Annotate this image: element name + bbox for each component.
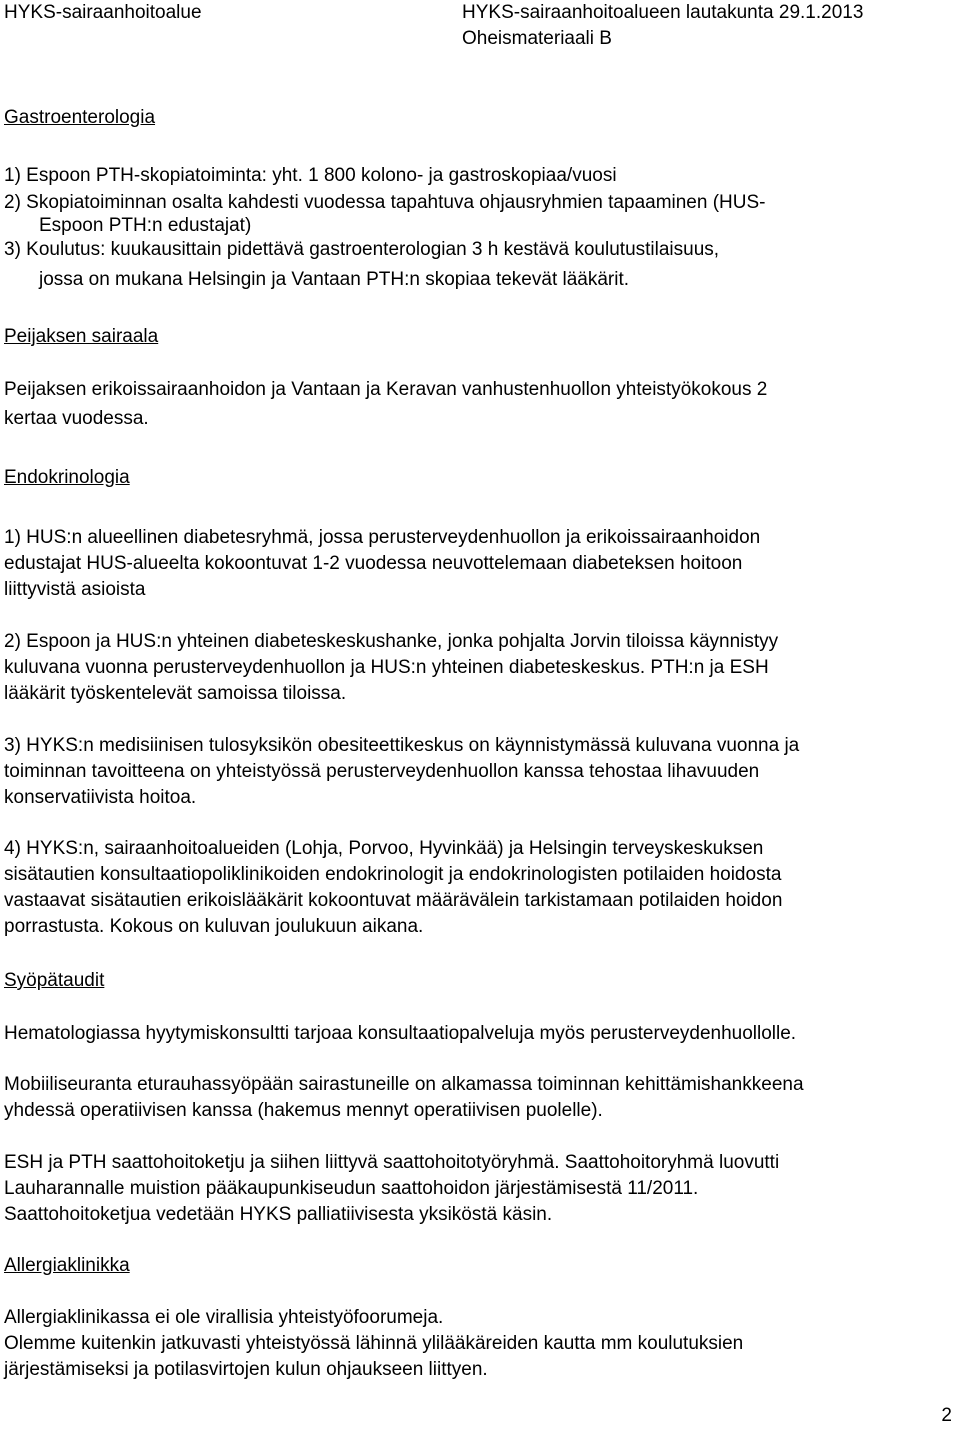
paragraph-line: Hematologiassa hyytymiskonsultti tarjoaa konsultaatiopalveluja myös perusterveydenhuollolle. (4, 1023, 797, 1044)
list-item-continuation: Espoon PTH:n edustajat) (39, 215, 252, 236)
paragraph-line: liittyvistä asioista (4, 579, 146, 600)
paragraph-line: Lauharannalle muistion pääkaupunkiseudun saattohoidon järjestämisestä 11/2011. (4, 1178, 699, 1199)
list-item: 1) Espoon PTH-skopiatoiminta: yht. 1 800 kolono- ja gastroskopiaa/vuosi (4, 165, 617, 186)
section-heading: Gastroenterologia (4, 107, 156, 128)
paragraph-line: 2) Espoon ja HUS:n yhteinen diabeteskeskushanke, jonka pohjalta Jorvin tiloissa käynnistyy (4, 631, 779, 652)
paragraph-line: kuluvana vuonna perusterveydenhuollon ja HUS:n yhteinen diabeteskeskus. PTH:n ja ESH (4, 657, 769, 678)
header-meeting: HYKS-sairaanhoitoalueen lautakunta 29.1.2013 (462, 2, 864, 23)
paragraph-line: järjestämiseksi ja potilasvirtojen kulun ohjaukseen liittyen. (4, 1359, 488, 1380)
paragraph-line: kertaa vuodessa. (4, 408, 149, 429)
paragraph-line: edustajat HUS-alueelta kokoontuvat 1-2 vuodessa neuvottelemaan diabeteksen hoitoon (4, 553, 743, 574)
page-number: 2 (941, 1405, 952, 1426)
paragraph-line: porrastusta. Kokous on kuluvan joulukuun aikana. (4, 916, 424, 937)
paragraph-line: 4) HYKS:n, sairaanhoitoalueiden (Lohja, Porvoo, Hyvinkää) ja Helsingin terveyskeskuksen (4, 838, 764, 859)
paragraph-line: Olemme kuitenkin jatkuvasti yhteistyössä lähinnä ylilääkäreiden kautta mm koulutuksien (4, 1333, 744, 1354)
header-organization: HYKS-sairaanhoitoalue (4, 2, 202, 23)
section-heading: Endokrinologia (4, 467, 130, 488)
paragraph-line: konservatiivista hoitoa. (4, 787, 197, 808)
list-item: 2) Skopiatoiminnan osalta kahdesti vuodessa tapahtuva ohjausryhmien tapaaminen (HUS- (4, 192, 766, 213)
paragraph-line: 3) HYKS:n medisiinisen tulosyksikön obesiteettikeskus on käynnistymässä kuluvana vuonna ja (4, 735, 800, 756)
header-attachment: Oheismateriaali B (462, 28, 612, 49)
section-heading: Allergiaklinikka (4, 1255, 130, 1276)
paragraph-line: 1) HUS:n alueellinen diabetesryhmä, jossa perusterveydenhuollon ja erikoissairaanhoidon (4, 527, 761, 548)
section-heading: Peijaksen sairaala (4, 326, 159, 347)
section-heading: Syöpätaudit (4, 970, 105, 991)
paragraph-line: Peijaksen erikoissairaanhoidon ja Vantaan ja Keravan vanhustenhuollon yhteistyökokous 2 (4, 379, 768, 400)
paragraph-line: sisätautien konsultaatiopoliklinikoiden endokrinologit ja endokrinologisten potilaiden hoidosta (4, 864, 782, 885)
paragraph-line: Allergiaklinikassa ei ole virallisia yhteistyöfoorumeja. (4, 1307, 444, 1328)
paragraph-line: vastaavat sisätautien erikoislääkärit kokoontuvat määrävälein tarkistamaan potilaiden hoidon (4, 890, 783, 911)
list-item-continuation: jossa on mukana Helsingin ja Vantaan PTH:n skopiaa tekevät lääkärit. (39, 269, 630, 290)
paragraph-line: Mobiiliseuranta eturauhassyöpään sairastuneille on alkamassa toiminnan kehittämishankkeena (4, 1074, 804, 1095)
paragraph-line: lääkärit työskentelevät samoissa tiloissa. (4, 683, 347, 704)
paragraph-line: yhdessä operatiivisen kanssa (hakemus mennyt operatiivisen puolelle). (4, 1100, 603, 1121)
paragraph-line: toiminnan tavoitteena on yhteistyössä perusterveydenhuollon kanssa tehostaa lihavuuden (4, 761, 760, 782)
paragraph-line: ESH ja PTH saattohoitoketju ja siihen liittyvä saattohoitotyöryhmä. Saattohoitoryhmä luovutti (4, 1152, 780, 1173)
list-item: 3) Koulutus: kuukausittain pidettävä gastroenterologian 3 h kestävä koulutustilaisuus, (4, 239, 720, 260)
paragraph-line: Saattohoitoketjua vedetään HYKS palliatiivisesta yksiköstä käsin. (4, 1204, 553, 1225)
